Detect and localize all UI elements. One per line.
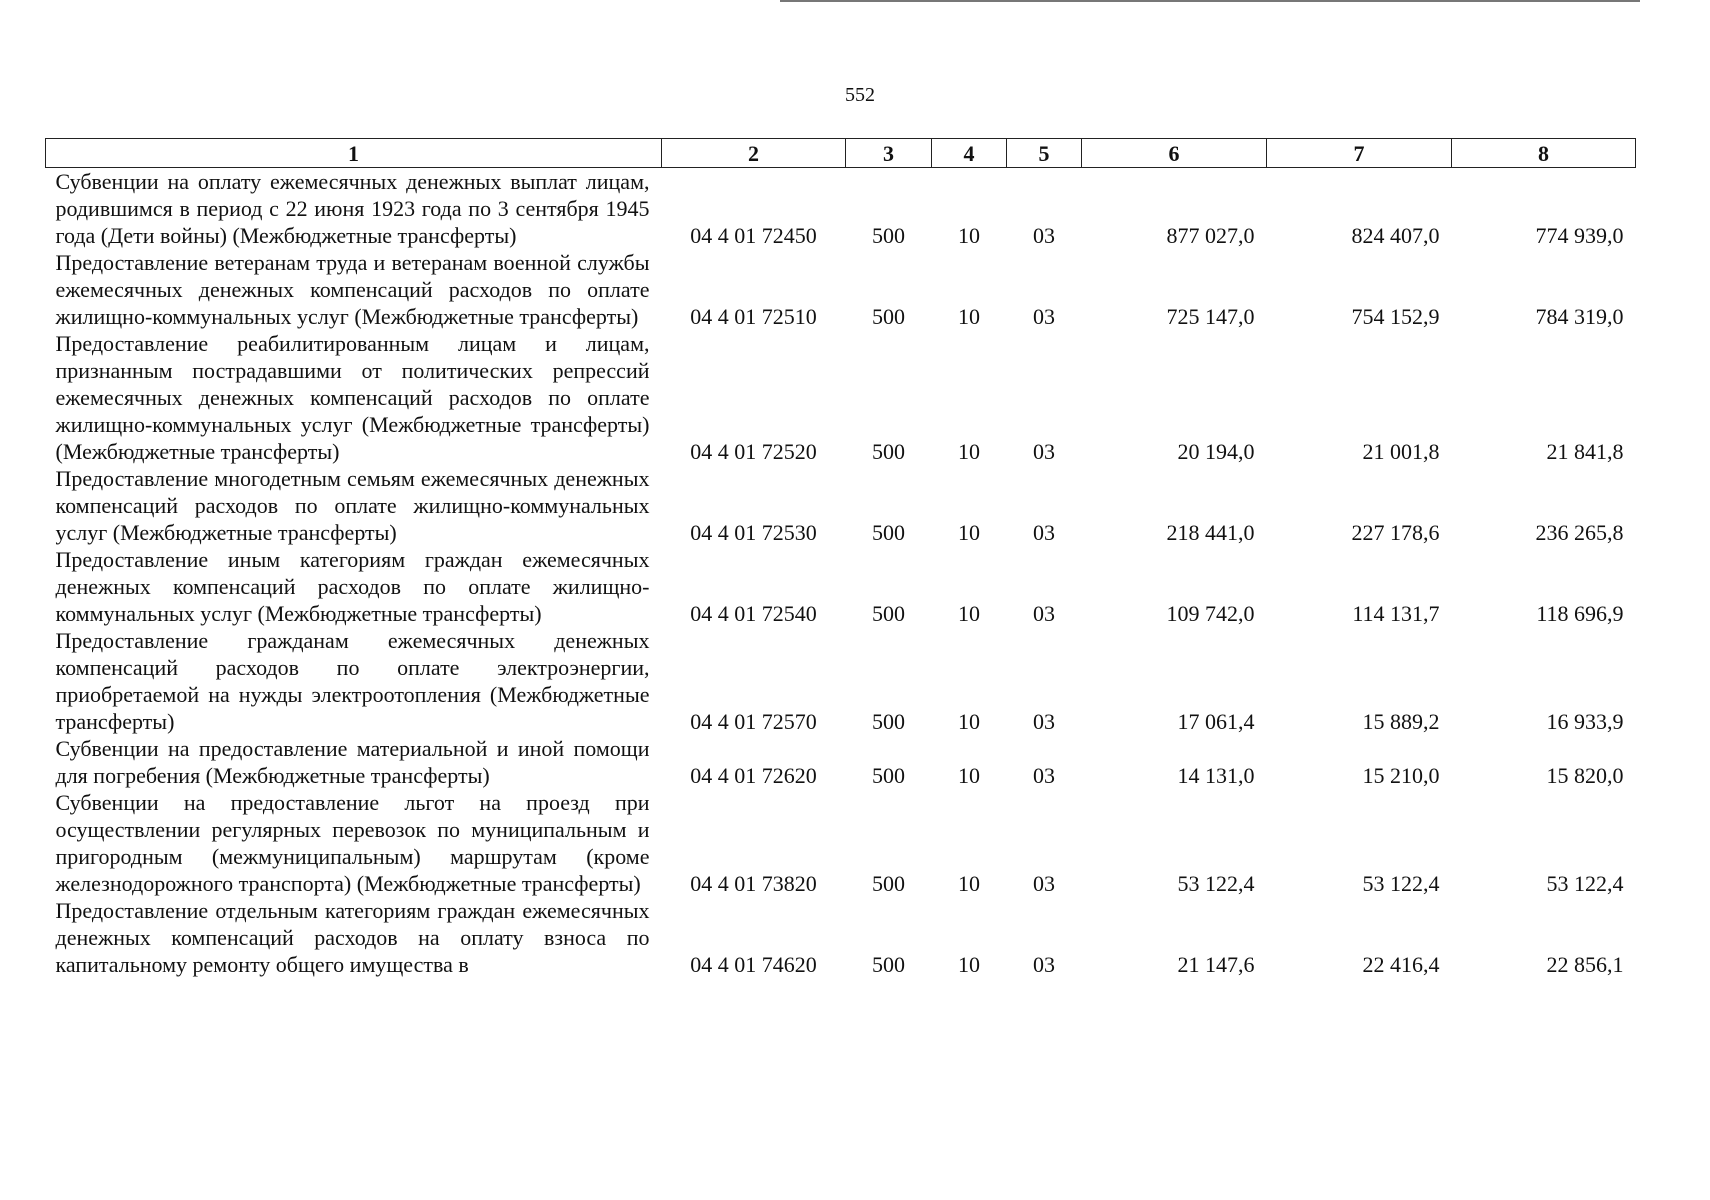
row-col3: 500 <box>872 763 905 788</box>
row-value-8: 118 696,9 <box>1536 601 1624 626</box>
row-col3: 500 <box>872 952 905 977</box>
table-row <box>46 735 1636 789</box>
row-value-8: 15 820,0 <box>1546 763 1624 788</box>
table-row <box>46 465 1636 546</box>
table-row <box>46 546 1636 627</box>
row-col4: 10 <box>958 952 980 977</box>
row-col5: 03 <box>1033 520 1055 545</box>
row-value-8: 22 856,1 <box>1546 952 1624 977</box>
row-col4: 10 <box>958 709 980 734</box>
row-value-6: 877 027,0 <box>1166 223 1255 248</box>
header-cell: 5 <box>1007 139 1082 168</box>
row-col4: 10 <box>958 304 980 329</box>
row-value-6: 21 147,6 <box>1177 952 1255 977</box>
row-value-7: 21 001,8 <box>1362 439 1440 464</box>
row-value-7: 15 210,0 <box>1362 763 1440 788</box>
table-row <box>46 897 1636 978</box>
table-row <box>46 168 1636 250</box>
header-cell: 4 <box>932 139 1007 168</box>
row-value-7: 53 122,4 <box>1362 871 1440 896</box>
row-col3: 500 <box>872 439 905 464</box>
row-col3: 500 <box>872 709 905 734</box>
row-code: 04 4 01 72510 <box>690 304 817 329</box>
row-description: Предоставление реабилитированным лицам и лицам, признанным пострадавшими от политических репрессий ежемесячных денежных компенсаций расходов по оплате жилищно-коммунальных услуг (Межбюджетные трансферты) (Межбюджетные трансферты) <box>55 331 650 464</box>
row-col4: 10 <box>958 763 980 788</box>
row-code: 04 4 01 72620 <box>690 763 817 788</box>
row-value-8: 236 265,8 <box>1535 520 1624 545</box>
row-col5: 03 <box>1033 709 1055 734</box>
row-col3: 500 <box>872 520 905 545</box>
row-code: 04 4 01 72570 <box>690 709 817 734</box>
row-code: 04 4 01 72450 <box>690 223 817 248</box>
header-cell: 1 <box>46 139 662 168</box>
table-row <box>46 789 1636 897</box>
row-description: Субвенции на оплату ежемесячных денежных выплат лицам, родившимся в период с 22 июня 1923 года по 3 сентября 1945 года (Дети войны) (Межбюджетные трансферты) <box>55 169 650 248</box>
table-row <box>46 330 1636 465</box>
header-row <box>46 139 1636 168</box>
row-value-8: 774 939,0 <box>1535 223 1624 248</box>
row-col5: 03 <box>1033 304 1055 329</box>
table-row <box>46 249 1636 330</box>
row-value-7: 754 152,9 <box>1351 304 1440 329</box>
row-description: Предоставление гражданам ежемесячных денежных компенсаций расходов по оплате электроэнергии, приобретаемой на нужды электроотопления (Межбюджетные трансферты) <box>55 628 650 734</box>
row-col4: 10 <box>958 601 980 626</box>
row-col5: 03 <box>1033 601 1055 626</box>
row-code: 04 4 01 74620 <box>690 952 817 977</box>
row-value-8: 53 122,4 <box>1546 871 1624 896</box>
row-value-6: 20 194,0 <box>1177 439 1255 464</box>
header-cell: 8 <box>1452 139 1636 168</box>
row-col3: 500 <box>872 223 905 248</box>
row-description: Субвенции на предоставление материальной и иной помощи для погребения (Межбюджетные трансферты) <box>55 736 650 788</box>
row-value-7: 22 416,4 <box>1362 952 1440 977</box>
row-value-7: 114 131,7 <box>1352 601 1440 626</box>
row-value-6: 218 441,0 <box>1166 520 1255 545</box>
header-cell: 3 <box>846 139 932 168</box>
row-col4: 10 <box>958 520 980 545</box>
header-cell: 7 <box>1267 139 1452 168</box>
row-code: 04 4 01 72540 <box>690 601 817 626</box>
row-value-6: 109 742,0 <box>1166 601 1255 626</box>
row-col5: 03 <box>1033 439 1055 464</box>
row-description: Предоставление ветеранам труда и ветеранам военной службы ежемесячных денежных компенсаций расходов по оплате жилищно-коммунальных услуг (Межбюджетные трансферты) <box>55 250 650 329</box>
row-value-8: 21 841,8 <box>1546 439 1624 464</box>
row-col4: 10 <box>958 871 980 896</box>
row-description: Предоставление многодетным семьям ежемесячных денежных компенсаций расходов по оплате жилищно-коммунальных услуг (Межбюджетные трансферты) <box>55 466 650 545</box>
header-cell: 6 <box>1082 139 1267 168</box>
row-code: 04 4 01 72530 <box>690 520 817 545</box>
row-value-6: 17 061,4 <box>1177 709 1255 734</box>
row-code: 04 4 01 72520 <box>690 439 817 464</box>
row-code: 04 4 01 73820 <box>690 871 817 896</box>
row-col5: 03 <box>1033 952 1055 977</box>
row-value-7: 15 889,2 <box>1362 709 1440 734</box>
row-description: Субвенции на предоставление льгот на проезд при осуществлении регулярных перевозок по муниципальным и пригородным (межмуниципальным) маршрутам (кроме железнодорожного транспорта) (Межбюджетные трансферты) <box>55 790 650 896</box>
row-value-6: 14 131,0 <box>1177 763 1255 788</box>
row-description: Предоставление иным категориям граждан ежемесячных денежных компенсаций расходов по оплате жилищно-коммунальных услуг (Межбюджетные трансферты) <box>55 547 650 626</box>
budget-table <box>45 138 1636 978</box>
row-col5: 03 <box>1033 763 1055 788</box>
row-col5: 03 <box>1033 871 1055 896</box>
row-value-6: 725 147,0 <box>1166 304 1255 329</box>
row-col4: 10 <box>958 439 980 464</box>
scan-edge-line <box>780 0 1640 2</box>
row-value-7: 824 407,0 <box>1351 223 1440 248</box>
row-col3: 500 <box>872 871 905 896</box>
row-description: Предоставление отдельным категориям граждан ежемесячных денежных компенсаций расходов на оплату взноса по капитальному ремонту общего имущества в <box>55 898 650 977</box>
row-value-7: 227 178,6 <box>1351 520 1440 545</box>
row-value-8: 784 319,0 <box>1535 304 1624 329</box>
row-col5: 03 <box>1033 223 1055 248</box>
table-row <box>46 627 1636 735</box>
row-col3: 500 <box>872 304 905 329</box>
row-col3: 500 <box>872 601 905 626</box>
row-col4: 10 <box>958 223 980 248</box>
row-value-8: 16 933,9 <box>1546 709 1624 734</box>
row-value-6: 53 122,4 <box>1177 871 1255 896</box>
header-cell: 2 <box>662 139 846 168</box>
page-number: 552 <box>845 84 875 106</box>
